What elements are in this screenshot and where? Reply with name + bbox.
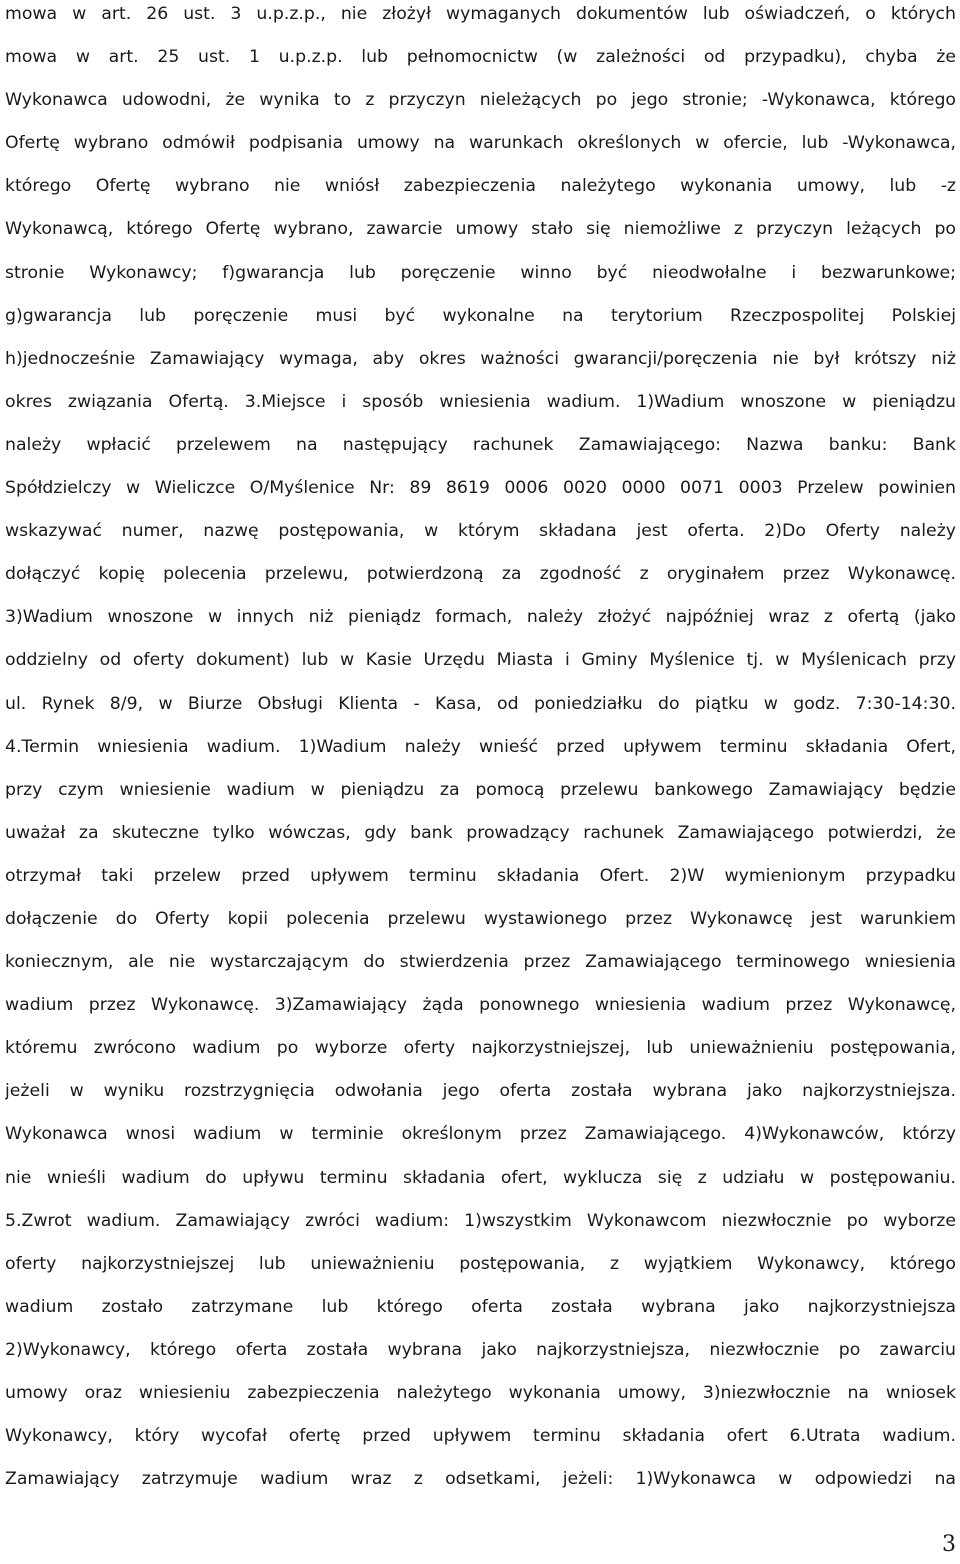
text-line: Wykonawca wnosi wadium w terminie określonym przez Zamawiającego. 4)Wykonawców, którzy bbox=[5, 1124, 956, 1145]
text-line: którego Ofertę wybrano nie wniósł zabezpieczenia należytego wykonania umowy, lub -z bbox=[5, 176, 956, 197]
text-line: nie wnieśli wadium do upływu terminu składania ofert, wyklucza się z udziału w postępowaniu. bbox=[5, 1167, 956, 1188]
text-line: okres związania Ofertą. 3.Miejsce i sposób wniesienia wadium. 1)Wadium wnoszone w pieniądzu bbox=[5, 391, 956, 412]
text-line: mowa w art. 25 ust. 1 u.p.z.p. lub pełnomocnictw (w zależności od przypadku), chyba że bbox=[5, 47, 956, 68]
text-line: koniecznym, ale nie wystarczającym do stwierdzenia przez Zamawiającego terminowego wniesienia bbox=[5, 952, 956, 973]
text-line: oddzielny od oferty dokument) lub w Kasie Urzędu Miasta i Gminy Myślenice tj. w Myślenicach przy bbox=[5, 650, 956, 671]
text-line: Zamawiający zatrzymuje wadium wraz z odsetkami, jeżeli: 1)Wykonawca w odpowiedzi na bbox=[5, 1469, 956, 1490]
text-line: wskazywać numer, nazwę postępowania, w którym składana jest oferta. 2)Do Oferty należy bbox=[5, 521, 956, 542]
text-line: 2)Wykonawcy, którego oferta została wybrana jako najkorzystniejsza, niezwłocznie po zawarciu bbox=[5, 1339, 956, 1360]
page-number: 3 bbox=[942, 1532, 956, 1557]
text-line: wadium zostało zatrzymane lub którego oferta została wybrana jako najkorzystniejsza bbox=[5, 1296, 956, 1317]
text-line: Ofertę wybrano odmówił podpisania umowy na warunkach określonych w ofercie, lub -Wykonawca, bbox=[5, 133, 956, 154]
text-line: dołączyć kopię polecenia przelewu, potwierdzoną za zgodność z oryginałem przez Wykonawcę. bbox=[5, 564, 956, 585]
text-line: któremu zwrócono wadium po wyborze oferty najkorzystniejszej, lub unieważnieniu postępowania, bbox=[5, 1038, 956, 1059]
text-line: otrzymał taki przelew przed upływem terminu składania Ofert. 2)W wymienionym przypadku bbox=[5, 865, 956, 886]
text-line: Wykonawca udowodni, że wynika to z przyczyn nieleżących po jego stronie; -Wykonawca, którego bbox=[5, 90, 956, 111]
text-line: dołączenie do Oferty kopii polecenia przelewu wystawionego przez Wykonawcę jest warunkiem bbox=[5, 908, 956, 929]
text-line: Wykonawcą, którego Ofertę wybrano, zawarcie umowy stało się niemożliwe z przyczyn leżących po bbox=[5, 219, 956, 240]
text-line: jeżeli w wyniku rozstrzygnięcia odwołania jego oferta została wybrana jako najkorzystniejsza. bbox=[5, 1081, 956, 1102]
document-body bbox=[5, 0, 956, 1508]
text-line: 5.Zwrot wadium. Zamawiający zwróci wadium: 1)wszystkim Wykonawcom niezwłocznie po wyborze bbox=[5, 1210, 956, 1231]
text-line: Wykonawcy, który wycofał ofertę przed upływem terminu składania ofert 6.Utrata wadium. bbox=[5, 1426, 956, 1447]
text-line: uważał za skuteczne tylko wówczas, gdy bank prowadzący rachunek Zamawiającego potwierdzi, że bbox=[5, 822, 956, 843]
text-line: 3)Wadium wnoszone w innych niż pieniądz formach, należy złożyć najpóźniej wraz z ofertą (jako bbox=[5, 607, 956, 628]
text-line: należy wpłacić przelewem na następujący rachunek Zamawiającego: Nazwa banku: Bank bbox=[5, 434, 956, 455]
text-line: h)jednocześnie Zamawiający wymaga, aby okres ważności gwarancji/poręczenia nie był krótszy niż bbox=[5, 348, 956, 369]
text-line: przy czym wniesienie wadium w pieniądzu za pomocą przelewu bankowego Zamawiający będzie bbox=[5, 779, 956, 800]
text-line: stronie Wykonawcy; f)gwarancja lub poręczenie winno być nieodwołalne i bezwarunkowe; bbox=[5, 262, 956, 283]
document-page bbox=[5, 0, 956, 1508]
text-line: 4.Termin wniesienia wadium. 1)Wadium należy wnieść przed upływem terminu składania Ofert, bbox=[5, 736, 956, 757]
text-line: mowa w art. 26 ust. 3 u.p.z.p., nie złożył wymaganych dokumentów lub oświadczeń, o których bbox=[5, 4, 956, 24]
text-line: oferty najkorzystniejszej lub unieważnieniu postępowania, z wyjątkiem Wykonawcy, którego bbox=[5, 1253, 956, 1274]
text-line: umowy oraz wniesieniu zabezpieczenia należytego wykonania umowy, 3)niezwłocznie na wniosek bbox=[5, 1383, 956, 1403]
text-line: Spółdzielczy w Wieliczce O/Myślenice Nr: 89 8619 0006 0020 0000 0071 0003 Przelew powinien bbox=[5, 478, 956, 499]
text-line: wadium przez Wykonawcę. 3)Zamawiający żąda ponownego wniesienia wadium przez Wykonawcę, bbox=[5, 995, 956, 1016]
text-line: g)gwarancja lub poręczenie musi być wykonalne na terytorium Rzeczpospolitej Polskiej bbox=[5, 305, 956, 326]
text-line: ul. Rynek 8/9, w Biurze Obsługi Klienta - Kasa, od poniedziałku do piątku w godz. 7:30-14:30. bbox=[5, 693, 956, 714]
